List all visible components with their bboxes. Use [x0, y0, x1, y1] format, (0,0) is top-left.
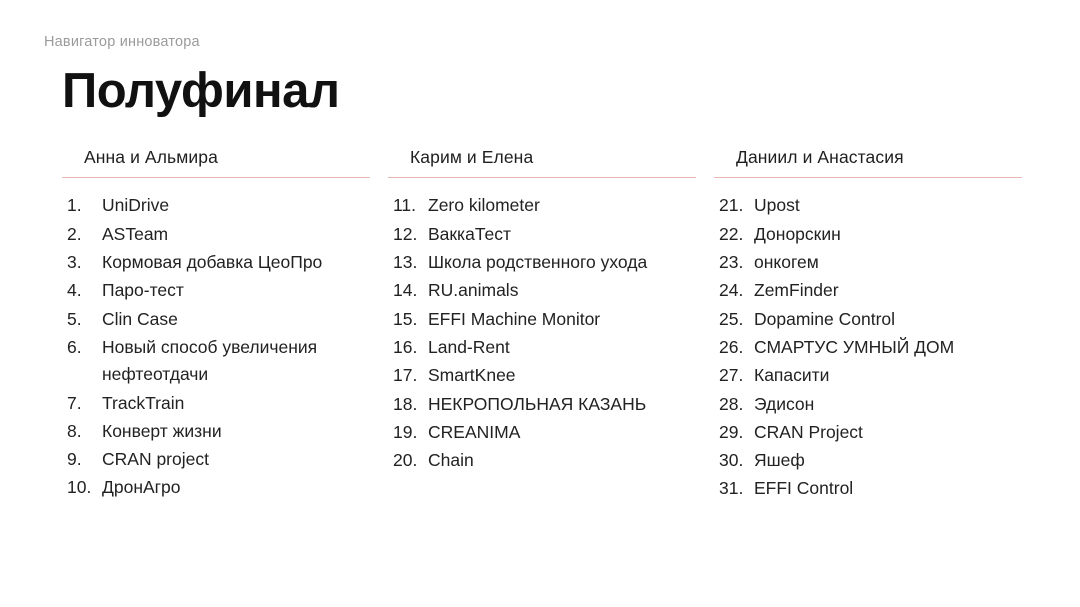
- list-item: [62, 390, 370, 417]
- list-item-number: 22.: [719, 223, 744, 244]
- list-item: [62, 277, 370, 304]
- list-item: [62, 221, 370, 248]
- list-item: [62, 446, 370, 473]
- list-item-label: TrackTrain: [102, 392, 185, 413]
- list-item-number: 3.: [67, 252, 82, 273]
- list-item-label: Clin Case: [102, 308, 178, 329]
- list-item: [714, 306, 1022, 333]
- list-item-number: 10.: [67, 477, 92, 498]
- list-item-number: 18.: [393, 393, 418, 414]
- list-item-label: Паро-тест: [102, 280, 184, 301]
- list-item-number: 27.: [719, 365, 744, 386]
- list-item-label: СМАРТУС УМНЫЙ ДОМ: [754, 336, 955, 357]
- list-item-number: 1.: [67, 195, 82, 216]
- list-item-label: CRAN project: [102, 449, 209, 470]
- list-item: [714, 475, 1022, 502]
- list-item-label: ВаккаТест: [428, 223, 512, 244]
- list-item: [388, 334, 696, 361]
- list-item-number: 13.: [393, 252, 418, 273]
- list-item-number: 21.: [719, 195, 744, 216]
- list-item-number: 29.: [719, 421, 744, 442]
- list-item-label: Капасити: [754, 365, 830, 386]
- list-item-label: CREANIMA: [428, 421, 521, 442]
- list-item-label: Яшеф: [754, 450, 805, 471]
- list-item-number: 23.: [719, 252, 744, 273]
- list-item-number: 4.: [67, 280, 82, 301]
- list-item: [388, 419, 696, 446]
- list-item-label: Новый способ увеличения нефтеотдачи: [102, 336, 318, 385]
- list-item-number: 30.: [719, 450, 744, 471]
- column-anna-almira: [62, 147, 388, 503]
- list-item-label: ZemFinder: [754, 280, 839, 301]
- list-item-number: 7.: [67, 392, 82, 413]
- list-item-number: 8.: [67, 420, 82, 441]
- list-item: [388, 391, 696, 418]
- list-item: [388, 221, 696, 248]
- list-item-label: Школа родственного ухода: [428, 252, 648, 273]
- column-heading: Анна и Альмира: [62, 147, 370, 178]
- list-item-label: Донорскин: [754, 223, 841, 244]
- list-item-number: 11.: [393, 195, 417, 216]
- list-item: [714, 249, 1022, 276]
- list-item: [62, 306, 370, 333]
- list-item-label: CRAN Project: [754, 421, 863, 442]
- participant-list: [388, 192, 696, 474]
- list-item-label: Chain: [428, 450, 474, 471]
- list-item-label: SmartKnee: [428, 365, 516, 386]
- list-item-label: EFFI Machine Monitor: [428, 308, 601, 329]
- list-item: [388, 277, 696, 304]
- columns-container: [40, 147, 1040, 503]
- list-item-number: 20.: [393, 450, 418, 471]
- list-item-label: ASTeam: [102, 223, 169, 244]
- list-item: [62, 474, 370, 501]
- list-item-label: Эдисон: [754, 393, 815, 414]
- list-item-number: 28.: [719, 393, 744, 414]
- list-item-number: 6.: [67, 336, 82, 357]
- list-item-number: 24.: [719, 280, 744, 301]
- list-item-label: онкогем: [754, 252, 819, 273]
- list-item-number: 25.: [719, 308, 744, 329]
- list-item: [714, 419, 1022, 446]
- list-item: [714, 447, 1022, 474]
- list-item-label: Land-Rent: [428, 336, 510, 357]
- list-item-label: Кормовая добавка ЦеоПро: [102, 252, 323, 273]
- list-item-number: 16.: [393, 336, 418, 357]
- list-item: [388, 447, 696, 474]
- list-item-label: Upost: [754, 195, 800, 216]
- list-item-number: 15.: [393, 308, 418, 329]
- column-karim-elena: [388, 147, 714, 503]
- list-item-label: EFFI Control: [754, 478, 854, 499]
- participant-list: [714, 192, 1022, 502]
- list-item: [714, 334, 1022, 361]
- list-item-number: 17.: [393, 365, 418, 386]
- list-item: [62, 192, 370, 219]
- list-item: [714, 192, 1022, 219]
- list-item-label: НЕКРОПОЛЬНАЯ КАЗАНЬ: [428, 393, 647, 414]
- list-item-number: 26.: [719, 336, 744, 357]
- page-title: Полуфинал: [62, 64, 340, 118]
- list-item-label: Конверт жизни: [102, 420, 222, 441]
- list-item-number: 9.: [67, 449, 82, 470]
- list-item: [388, 306, 696, 333]
- list-item: [714, 221, 1022, 248]
- list-item: [714, 391, 1022, 418]
- list-item-number: 31.: [719, 478, 744, 499]
- participant-list: [62, 192, 370, 501]
- list-item-label: Dopamine Control: [754, 308, 896, 329]
- list-item: [388, 249, 696, 276]
- list-item: [388, 362, 696, 389]
- list-item-number: 12.: [393, 223, 418, 244]
- list-item-label: Zero kilometer: [428, 195, 540, 216]
- list-item-label: UniDrive: [102, 195, 170, 216]
- list-item: [62, 334, 370, 389]
- column-daniil-anastasia: [714, 147, 1040, 503]
- list-item-number: 14.: [393, 280, 418, 301]
- list-item: [714, 277, 1022, 304]
- column-heading: Даниил и Анастасия: [714, 147, 1022, 178]
- list-item-number: 2.: [67, 223, 82, 244]
- list-item: [62, 249, 370, 276]
- list-item: [62, 418, 370, 445]
- list-item-number: 19.: [393, 421, 418, 442]
- column-heading: Карим и Елена: [388, 147, 696, 178]
- list-item-number: 5.: [67, 308, 82, 329]
- list-item-label: ДронАгро: [102, 477, 181, 498]
- slide-kicker: Навигатор инноватора: [44, 34, 200, 50]
- list-item: [714, 362, 1022, 389]
- list-item-label: RU.animals: [428, 280, 519, 301]
- list-item: [388, 192, 696, 219]
